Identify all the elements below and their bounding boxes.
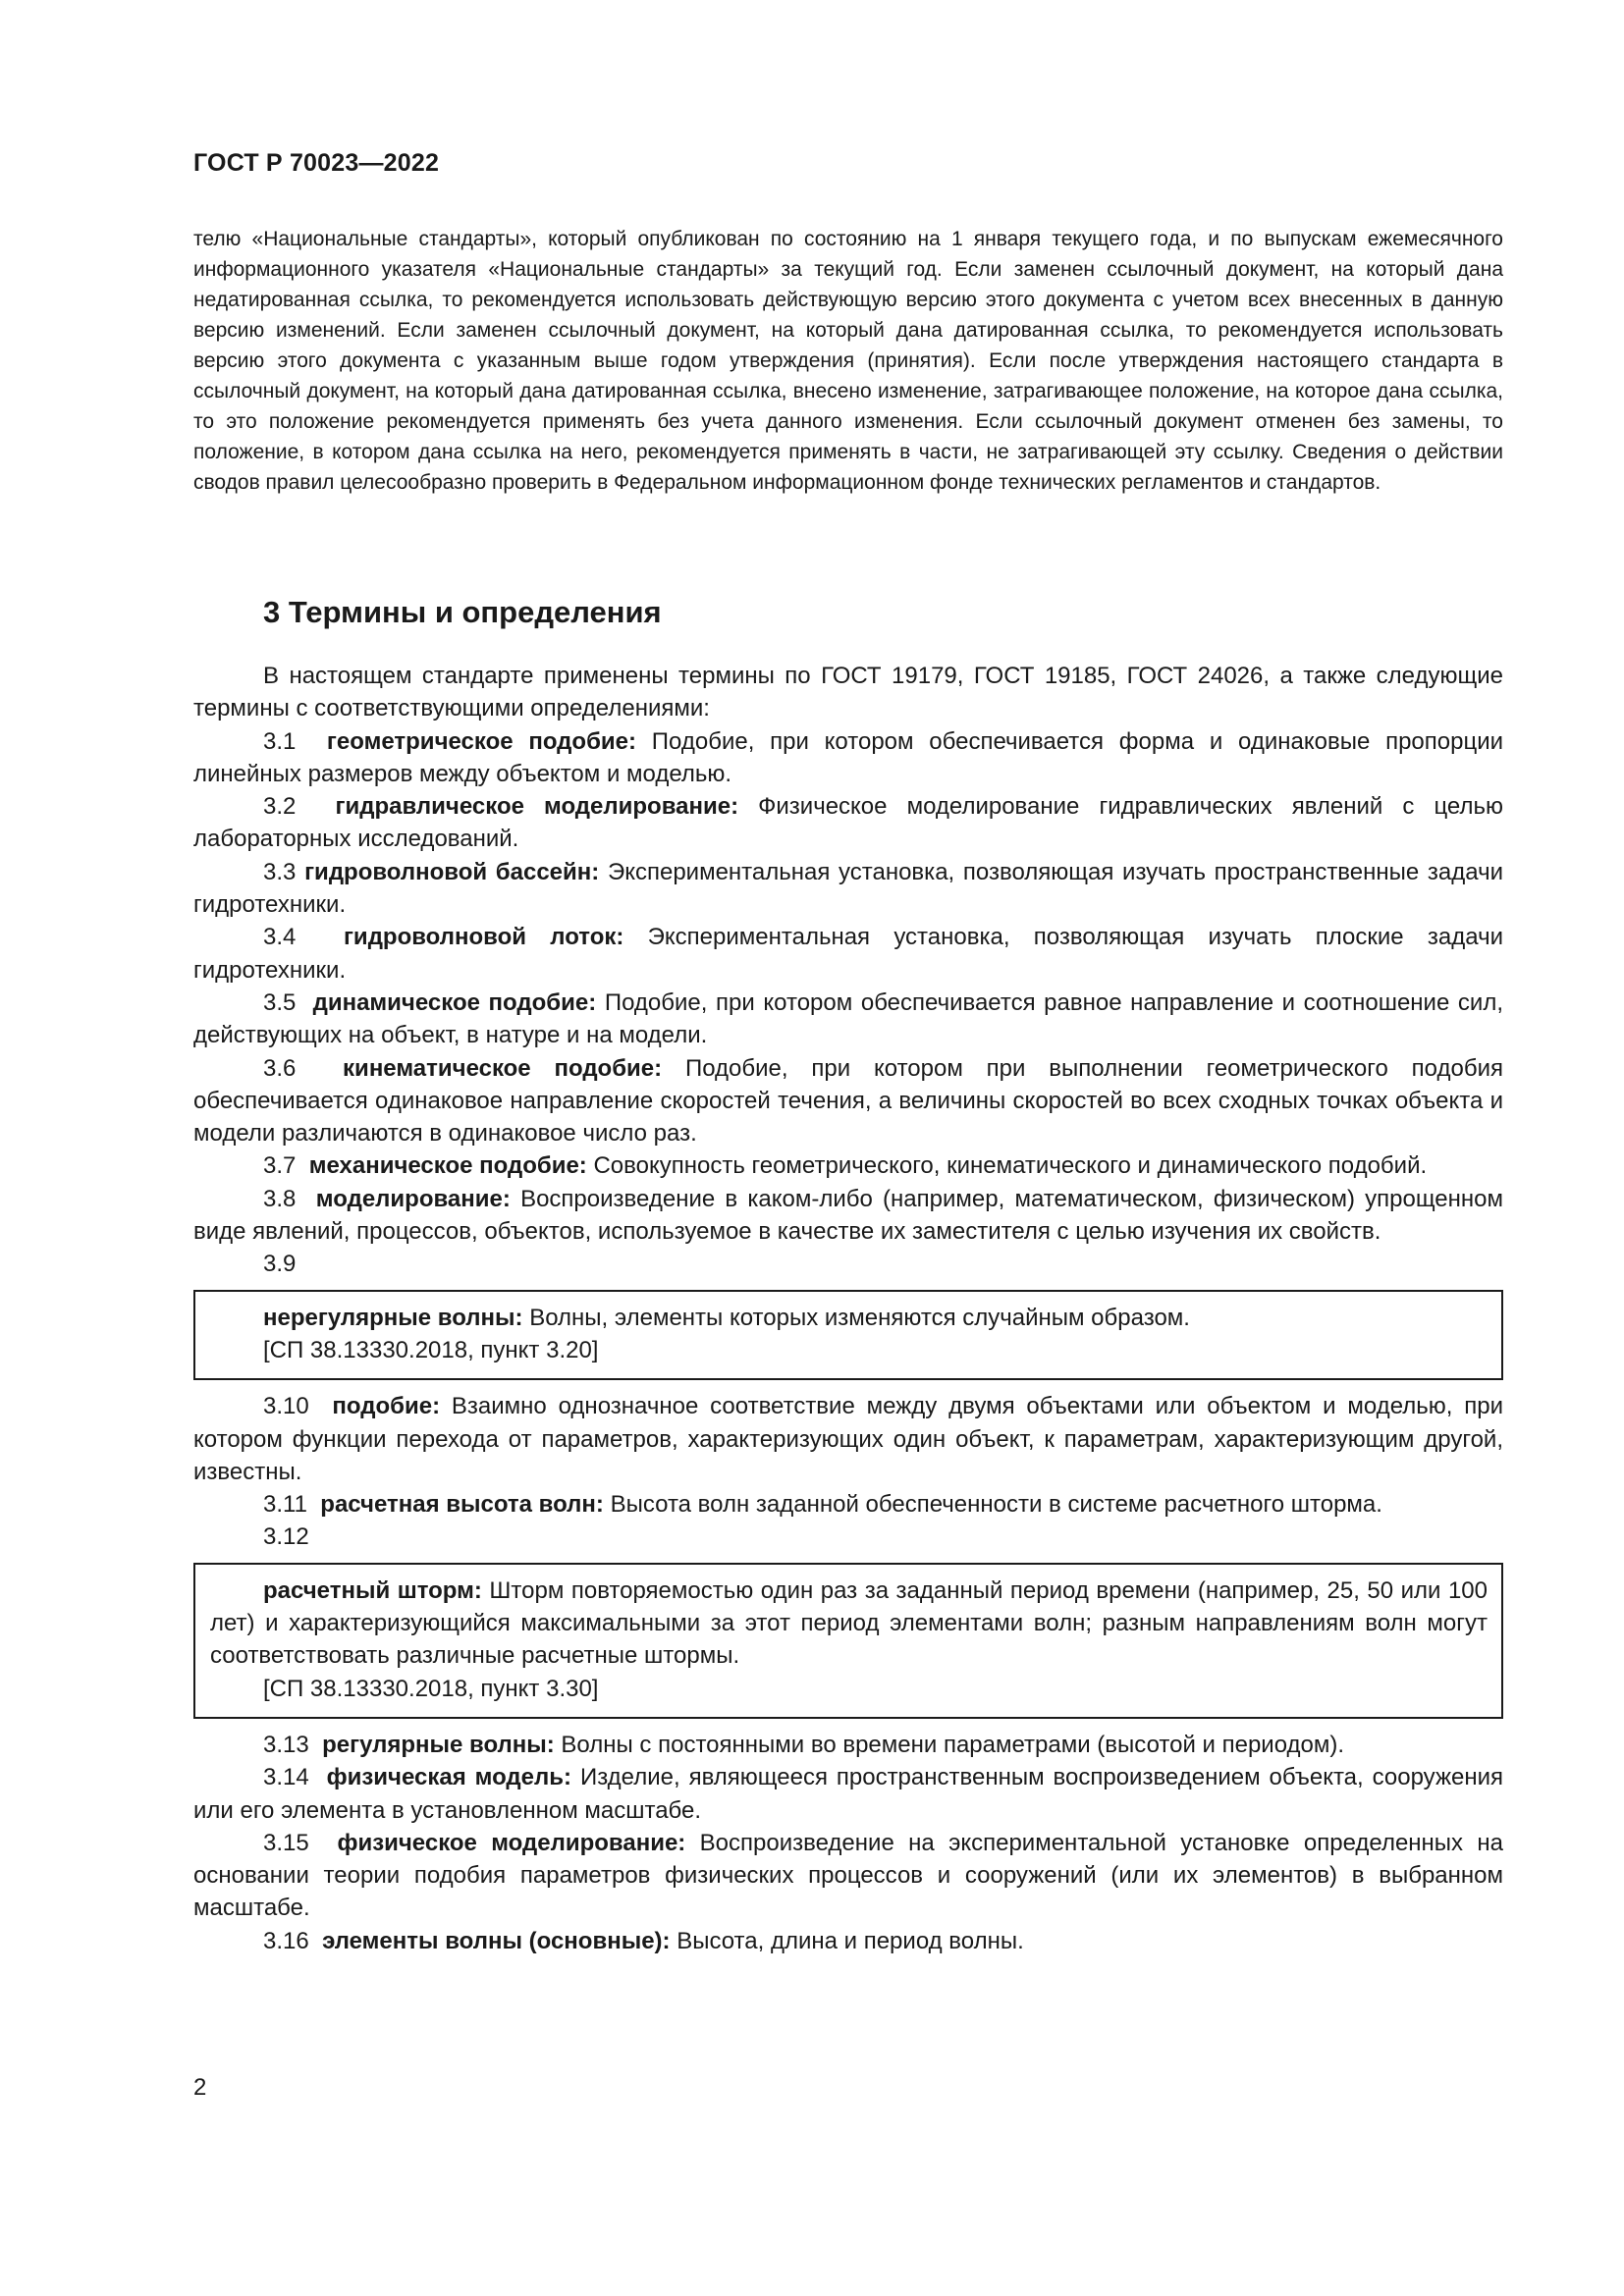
- term-definition: Шторм повторяемостью один раз за заданный период времени (например, 25, 50 или 100 лет) и характеризующийся максимальными за этот период элементами волн; разным направлениям волн могут соответствовать различные расчетные штормы.: [210, 1576, 1488, 1670]
- term-definition: Экспериментальная установка, позволяющая изучать пространственные задачи гидротехники.: [193, 858, 1504, 919]
- term-name: физическое моделирование:: [337, 1829, 686, 1856]
- term-number: 3.14: [263, 1764, 309, 1791]
- term-entry: [193, 1729, 1503, 1761]
- term-number: 3.12: [263, 1523, 309, 1551]
- term-name: гидроволновой лоток:: [343, 924, 624, 951]
- term-name: элементы волны (основные):: [322, 1927, 671, 1954]
- term-number: 3.11: [263, 1491, 307, 1519]
- term-name: гидравлическое моделирование:: [335, 793, 739, 821]
- term-name: расчетная высота волн:: [320, 1491, 604, 1519]
- term-entry: [193, 725, 1503, 791]
- intro-paragraph: телю «Национальные стандарты», который опубликован по состоянию на 1 января текущего года, и по выпускам ежемесячного информационного указателя «Национальные стандарты» за текущий год. Если заменен ссылочный документ, на который дана недатированная ссылка, то рекомендуется использовать действующую версию этого документа с учетом всех внесенных в данную версию изменений. Если заменен ссылочный документ, на который дана датированная ссылка, то рекомендуется использовать версию этого документа с указанным выше годом утверждения (принятия). Если после утверждения настоящего стандарта в ссылочный документ, на который дана датированная ссылка, внесено изменение, затрагивающее положение, на которое дана ссылка, то это положение рекомендуется применять без учета данного изменения. Если ссылочный документ отменен без замены, то положение, в котором дана ссылка на него, рекомендуется применять в части, не затрагивающей эту ссылку. Сведения о действии сводов правил целесообразно проверить в Федеральном информационном фонде технических регламентов и стандартов.: [193, 228, 1503, 494]
- term-entry: [193, 1052, 1503, 1150]
- term-number: 3.16: [263, 1927, 309, 1954]
- term-definition: Изделие, являющееся пространственным воспроизведением объекта, сооружения или его элемента в установленном масштабе.: [193, 1764, 1503, 1824]
- term-definition: Подобие, при котором обеспечивается форма и одинаковые пропорции линейных размеров между объектом и моделью.: [193, 727, 1504, 787]
- terms-body: [193, 660, 1503, 1957]
- term-number: 3.9: [263, 1251, 297, 1278]
- term-definition: Высота, длина и период волны.: [677, 1927, 1024, 1954]
- term-number: 3.7: [263, 1152, 297, 1180]
- term-entry: [193, 987, 1503, 1052]
- term-number: 3.2: [263, 793, 297, 821]
- term-name: регулярные волны:: [322, 1731, 555, 1758]
- boxed-term-entry: [210, 1575, 1488, 1673]
- term-number: 3.13: [263, 1731, 309, 1758]
- term-entry: [193, 1488, 1503, 1521]
- term-number: 3.6: [263, 1054, 297, 1082]
- term-entry: [193, 856, 1503, 922]
- term-definition: Экспериментальная установка, позволяющая изучать плоские задачи гидротехники.: [193, 924, 1504, 984]
- term-source-reference: [СП 38.13330.2018, пункт 3.30]: [263, 1675, 599, 1702]
- term-name: нерегулярные волны:: [263, 1304, 523, 1331]
- term-number: 3.8: [263, 1185, 297, 1212]
- term-entry: [193, 1827, 1503, 1925]
- term-entry: [193, 921, 1503, 987]
- term-definition: Воспроизведение на экспериментальной установке определенных на основании теории подобия параметров физических процессов и сооружений (или их элементов) в выбранном масштабе.: [193, 1829, 1504, 1922]
- page-number: 2: [193, 2074, 207, 2101]
- term-number: 3.15: [263, 1829, 309, 1856]
- term-name: механическое подобие:: [308, 1152, 587, 1180]
- term-definition: Подобие, при котором при выполнении геометрического подобия обеспечивается одинаковое направление скоростей течения, а величины скоростей во всех сходных точках объекта и модели различаются в одинаковое число раз.: [193, 1054, 1503, 1148]
- term-name: динамическое подобие:: [312, 988, 597, 1016]
- term-number: 3.1: [263, 727, 297, 755]
- section-lead: В настоящем стандарте применены термины по ГОСТ 19179, ГОСТ 19185, ГОСТ 24026, а также следующие термины с соответствующими определениями:: [193, 663, 1503, 722]
- term-name: физическая модель:: [326, 1764, 571, 1791]
- term-name: подобие:: [332, 1393, 441, 1420]
- term-definition: Совокупность геометрического, кинематического и динамического подобий.: [593, 1152, 1428, 1180]
- term-definition: Воспроизведение в каком-либо (например, математическом, физическом) упрощенном виде явлений, процессов, объектов, используемое в качестве их заместителя с целью изучения их свойств.: [193, 1185, 1504, 1246]
- term-entry: [193, 1390, 1503, 1488]
- term-entry: [193, 1761, 1503, 1827]
- term-definition: Взаимно однозначное соответствие между двумя объектами или объектом и моделью, при котором функции перехода от параметров, характеризующих один объект, к параметрам, характеризующим другой, известны.: [193, 1393, 1504, 1485]
- term-number: 3.5: [263, 988, 297, 1016]
- boxed-term-entry: [210, 1302, 1488, 1334]
- term-number: 3.4: [263, 924, 297, 951]
- term-definition: Волны, элементы которых изменяются случайным образом.: [529, 1304, 1190, 1331]
- term-entry: [193, 1248, 1503, 1280]
- term-name: гидроволновой бассейн:: [304, 858, 600, 885]
- term-definition: Подобие, при котором обеспечивается равное направление и соотношение сил, действующих на объект, в натуре и на модели.: [193, 988, 1503, 1049]
- term-name: кинематическое подобие:: [343, 1054, 663, 1082]
- term-name: геометрическое подобие:: [326, 727, 636, 755]
- term-entry: [193, 1183, 1503, 1249]
- term-definition: Физическое моделирование гидравлических явлений с целью лабораторных исследований.: [193, 793, 1503, 853]
- term-number: 3.3: [263, 858, 297, 885]
- quoted-term-box: [193, 1290, 1503, 1381]
- term-entry: [193, 790, 1503, 856]
- term-entry: [193, 1521, 1503, 1553]
- term-entry: [193, 1925, 1503, 1957]
- document-header-id: ГОСТ Р 70023—2022: [193, 149, 440, 177]
- term-name: расчетный шторм:: [263, 1576, 482, 1604]
- term-definition: Высота волн заданной обеспеченности в системе расчетного шторма.: [610, 1491, 1382, 1519]
- term-source-reference: [СП 38.13330.2018, пункт 3.20]: [263, 1336, 599, 1363]
- section-title: 3 Термины и определения: [263, 595, 662, 629]
- term-definition: Волны с постоянными во времени параметрами (высотой и периодом).: [561, 1731, 1345, 1758]
- term-number: 3.10: [263, 1393, 309, 1420]
- term-name: моделирование:: [315, 1185, 511, 1212]
- quoted-term-box: [193, 1563, 1503, 1719]
- term-entry: [193, 1149, 1503, 1182]
